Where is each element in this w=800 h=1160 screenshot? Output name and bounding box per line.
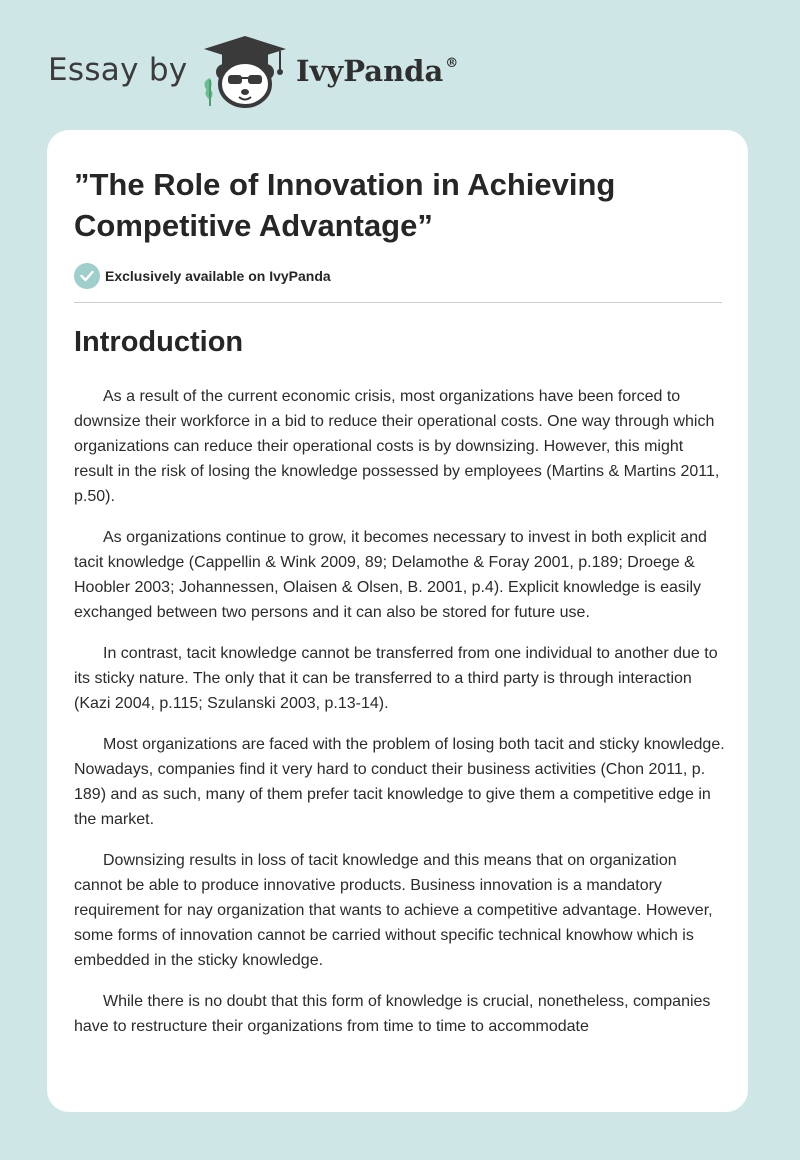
paragraph: While there is no doubt that this form of knowledge is crucial, nonetheless, companies have to restructure their organizations from time to time to accommodate [74,993,711,1035]
page-title: ”The Role of Innovation in Achieving Competitive Advantage” [74,167,616,243]
check-icon [74,263,100,289]
paragraph: In contrast, tacit knowledge cannot be transferred from one individual to another due to its sticky nature. The only that it can be transferred to a third party is through interaction (Kazi 2004, p.115; Szulanski 2003, p.13-14). [74,645,718,712]
panda-graduate-icon [200,34,290,110]
badge-label: Exclusively available on IvyPanda [105,268,331,284]
registered-mark: ® [445,56,459,71]
paragraph: Most organizations are faced with the problem of losing both tacit and sticky knowledge. Nowadays, companies find it very hard to conduct their business activities (Chon 2011, p. 189) and as such, many of them prefer tacit knowledge to give them a competitive edge in the market. [74,736,725,828]
paragraph: As organizations continue to grow, it becomes necessary to invest in both explicit and tacit knowledge (Cappellin & Wink 2009, 89; Delamothe & Foray 2001, p.189; Droege & Hoobler 2003; Johannessen, Olaisen & Olsen, B. 2001, p.4). Explicit knowledge is easily exchanged between two persons and it can also be stored for future use. [74,529,707,621]
brand-logo-text[interactable] [296,54,458,88]
section-heading: Introduction [74,326,244,358]
essay-card [47,130,748,1112]
divider [74,302,722,303]
paragraph: As a result of the current economic crisis, most organizations have been forced to downsize their workforce in a bid to reduce their operational costs. One way through which organizations can reduce their operational costs is by downsizing. However, this might result in the risk of losing the knowledge possessed by employees (Martins & Martins 2011, p.50). [74,388,720,505]
paragraph: Downsizing results in loss of tacit knowledge and this means that on organization cannot be able to produce innovative products. Business innovation is a mandatory requirement for nay organization that wants to achieve a competitive advantage. However, some forms of innovation cannot be carried without specific technical knowhow which is embedded in the sticky knowledge. [74,852,713,969]
exclusive-badge [74,263,331,289]
essay-by-label: Essay by [48,52,188,88]
essay-body [74,384,726,1055]
site-header [48,34,548,114]
brand-name: IvyPanda [296,54,444,88]
